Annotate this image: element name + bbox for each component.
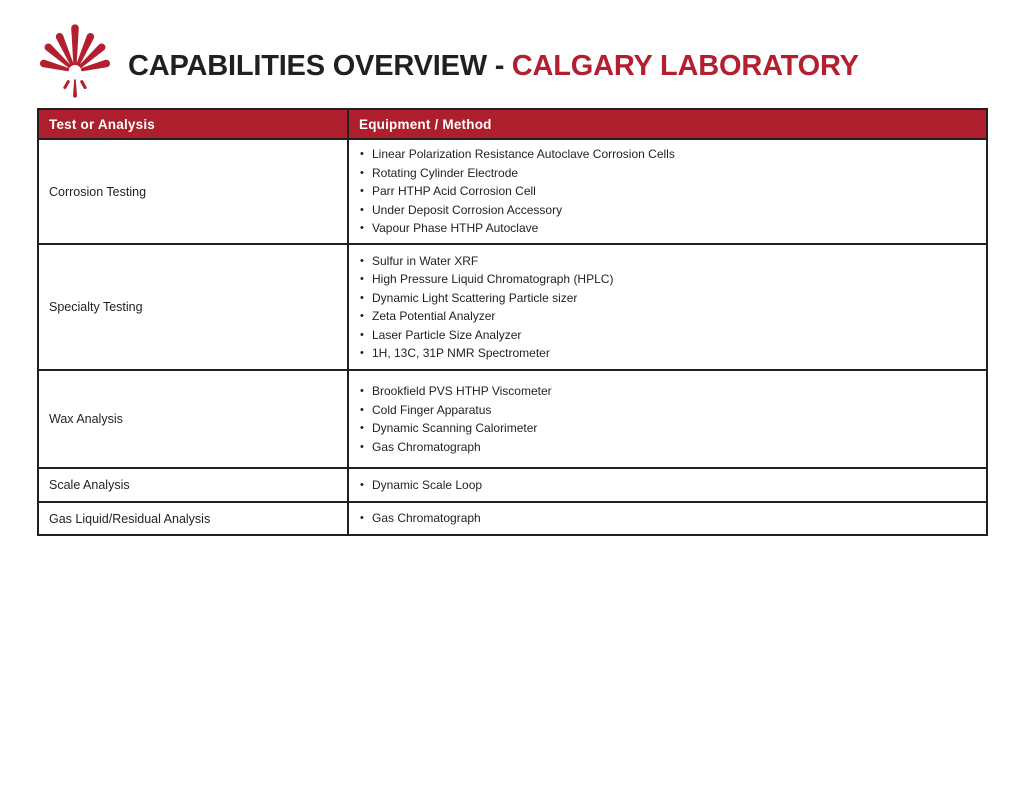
equipment-item: • 1H, 13C, 31P NMR Spectrometer [359,344,613,363]
table-row-wax-analysis [39,369,986,467]
table-header-row [39,110,986,138]
equipment-item: • Dynamic Light Scattering Particle sizer [359,289,613,308]
equipment-cell [349,469,986,501]
test-name: Wax Analysis [39,371,349,467]
equipment-item: • Vapour Phase HTHP Autoclave [359,219,675,238]
equipment-item: • Parr HTHP Acid Corrosion Cell [359,182,675,201]
equipment-cell [349,503,986,534]
maple-burst-icon [30,20,120,110]
equipment-item: • Linear Polarization Resistance Autoclave Corrosion Cells [359,145,675,164]
capabilities-table [37,108,988,536]
title-prefix: CAPABILITIES OVERVIEW - [128,50,505,82]
title-location: CALGARY LABORATORY [511,50,859,82]
equipment-item: • Dynamic Scanning Calorimeter [359,419,552,438]
table-row-corrosion-testing [39,138,986,243]
equipment-item: • Under Deposit Corrosion Accessory [359,201,675,220]
equipment-item: • Cold Finger Apparatus [359,401,552,420]
equipment-item: • Zeta Potential Analyzer [359,307,613,326]
page-title [128,50,859,82]
equipment-item: • High Pressure Liquid Chromatograph (HPLC) [359,270,613,289]
equipment-list [359,382,552,456]
equipment-list [359,476,482,495]
test-name: Gas Liquid/Residual Analysis [39,503,349,534]
column-header-equipment: Equipment / Method [359,116,492,132]
test-name: Specialty Testing [39,245,349,369]
equipment-list [359,252,613,363]
table-row-gas-liquid-residual-analysis [39,501,986,534]
equipment-list [359,145,675,238]
equipment-item: • Sulfur in Water XRF [359,252,613,271]
equipment-item: • Dynamic Scale Loop [359,476,482,495]
table-row-specialty-testing [39,243,986,369]
equipment-item: • Brookfield PVS HTHP Viscometer [359,382,552,401]
equipment-cell [349,140,986,243]
equipment-cell [349,371,986,467]
equipment-item: • Gas Chromatograph [359,509,481,528]
equipment-item: • Laser Particle Size Analyzer [359,326,613,345]
test-name: Corrosion Testing [39,140,349,243]
equipment-item: • Gas Chromatograph [359,438,552,457]
equipment-cell [349,245,986,369]
equipment-list [359,509,481,528]
column-header-test: Test or Analysis [39,110,349,138]
test-name: Scale Analysis [39,469,349,501]
table-row-scale-analysis [39,467,986,501]
equipment-item: • Rotating Cylinder Electrode [359,164,675,183]
